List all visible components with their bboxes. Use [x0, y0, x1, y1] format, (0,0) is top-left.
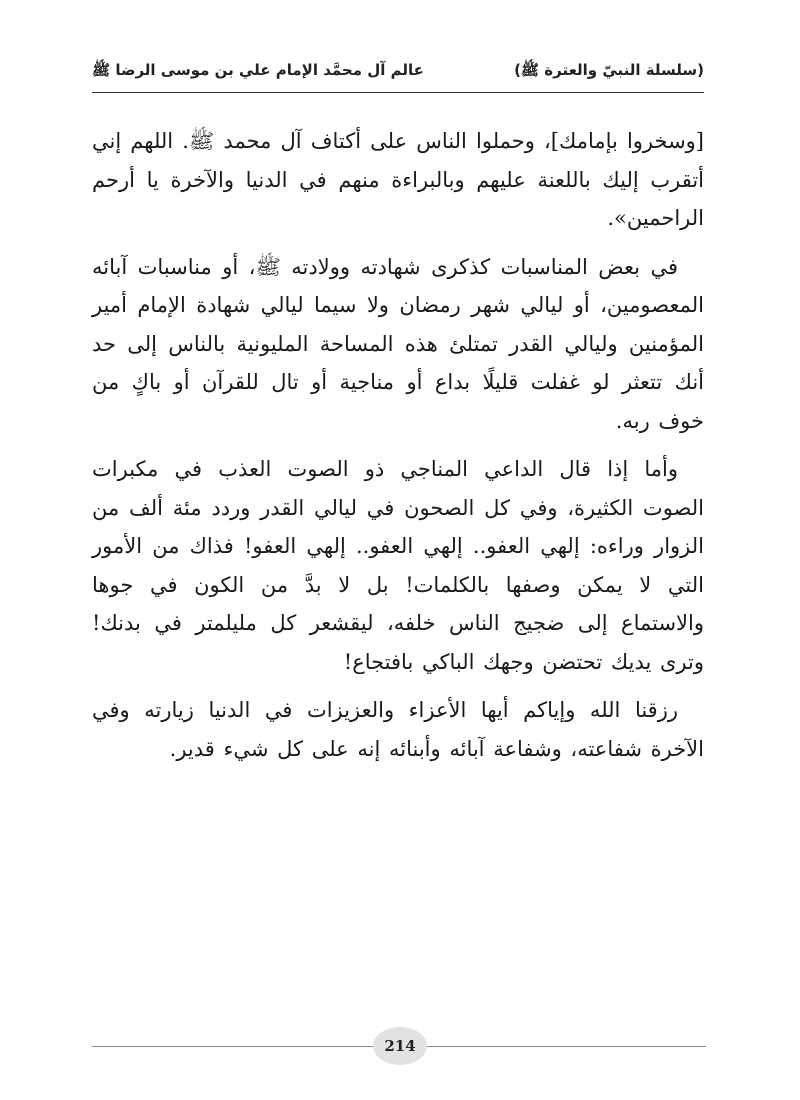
series-title: (سلسلة النبيّ والعترة ﷺ) — [514, 61, 704, 79]
paragraph-4: رزقنا الله وإياكم أيها الأعزاء والعزيزات في الدنيا زيارته وفي الآخرة شفاعته، وشفاعة آبائه وأبنائه إنه على كل شيء قدير. — [92, 698, 704, 761]
paragraph-3: وأما إذا قال الداعي المناجي ذو الصوت العذب في مكبرات الصوت الكثيرة، وفي كل الصحون في ليالي القدر وردد مئة ألف من الزوار وراءه: إلهي العفو.. إلهي العفو.. إلهي العفو! فذاك من الأمور التي لا يمكن وصفها بالكلمات! بل لا بدَّ من الكون في جوها والاستماع إلى ضجيج الناس خلفه، ليقشعر كل مليلمتر في بدنك! وترى يديك تحتضن وجهك الباكي بافتجاع! — [92, 457, 704, 674]
paragraph-1: [وسخروا بإمامك]، وحملوا الناس على أكتاف آل محمد ﷺ. اللهم إني أتقرب إليك باللعنة عليهم وبالبراءة منهم في الدنيا والآخرة يا أرحم الراحمين». — [92, 129, 704, 230]
running-header — [92, 58, 704, 86]
paragraph-2: في بعض المناسبات كذكرى شهادته وولادته ﷺ، أو مناسبات آبائه المعصومين، أو ليالي شهر رمضان ولا سيما ليالي شهادة الإمام أمير المؤمنين وليالي القدر تمتلئ هذه المساحة المليونية بالناس إلى حد أنك تتعثر لو غفلت قليلًا بداع أو مناجية أو تال للقرآن أو باكٍ من خوف ربه. — [92, 254, 704, 433]
book-title: عالم آل محمَّد الإمام علي بن موسى الرضا ﷺ — [92, 61, 424, 79]
footer-divider-right — [426, 1046, 706, 1047]
footer-divider-left — [92, 1046, 374, 1047]
page-body — [92, 122, 704, 778]
page-number: 214 — [373, 1027, 427, 1065]
header-divider — [92, 92, 704, 93]
